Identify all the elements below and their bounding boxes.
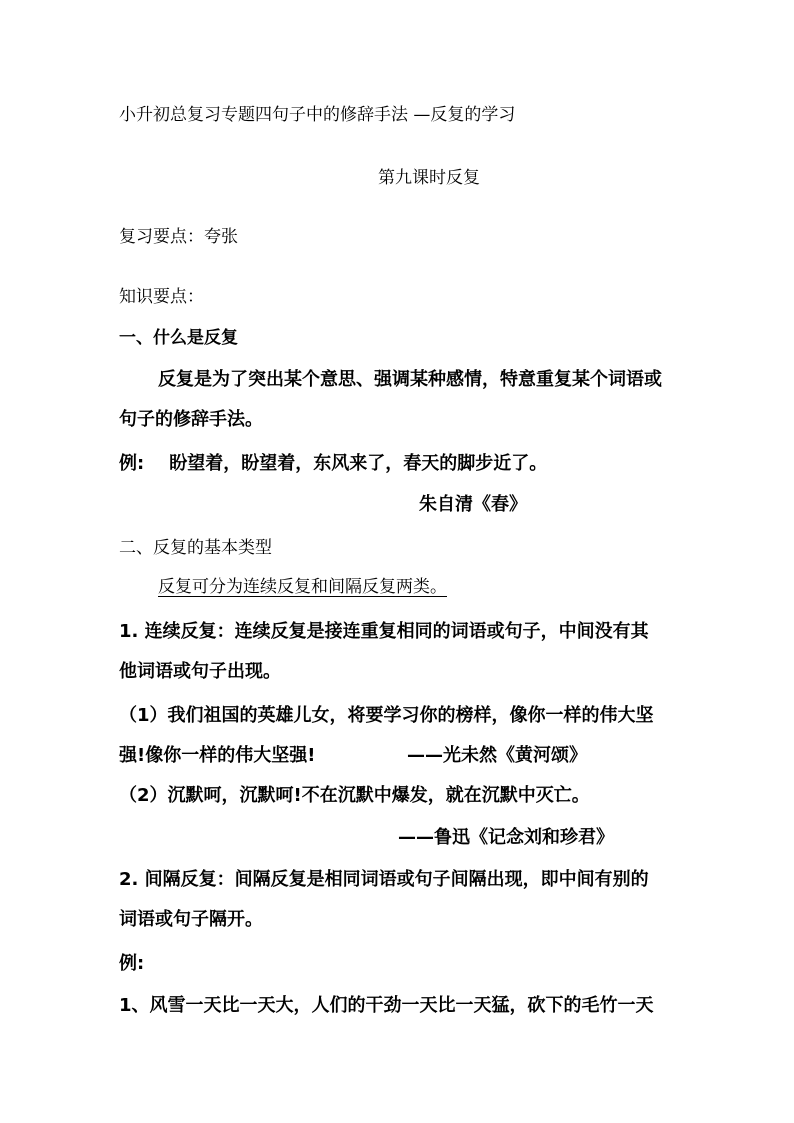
example1-line2: 强!像你一样的伟大坚强! [119, 745, 316, 766]
knowledge-points-label: 知识要点： [119, 287, 204, 307]
example2-source: ——鲁迅《记念刘和珍君》 [398, 827, 614, 848]
continuous-repetition-line1: 1. 连续反复：连续反复是接连重复相同的词语或句子，中间没有其 [119, 621, 649, 642]
review-points: 复习要点：夸张 [119, 227, 238, 247]
example2-line: （2）沉默呵，沉默呵!不在沉默中爆发，就在沉默中灭亡。 [119, 785, 590, 806]
lesson-title: 第九课时反复 [378, 168, 480, 188]
interval-example1-line: 1、风雪一天比一天大，人们的干劲一天比一天猛，砍下的毛竹一天 [119, 995, 654, 1016]
continuous-repetition-line2: 他词语或句子出现。 [119, 661, 281, 682]
section1-definition-line1: 反复是为了突出某个意思、强调某种感情，特意重复某个词语或 [158, 369, 662, 390]
interval-repetition-line2: 词语或句子隔开。 [119, 909, 263, 930]
document-title: 小升初总复习专题四句子中的修辞手法 —反复的学习 [119, 105, 516, 125]
interval-repetition-line1: 2. 间隔反复：间隔反复是相同词语或句子间隔出现，即中间有别的 [119, 869, 649, 890]
section1-heading: 一、什么是反复 [119, 328, 238, 348]
section2-intro: 反复可分为连续反复和间隔反复两类。 [158, 577, 447, 597]
example-label: 例: [119, 953, 145, 974]
section1-example-source: 朱自清《春》 [419, 494, 527, 515]
example1-line1: （1）我们祖国的英雄儿女，将要学习你的榜样，像你一样的伟大坚 [119, 705, 654, 726]
section1-example: 例: 盼望着，盼望着，东风来了，春天的脚步近了。 [119, 453, 548, 474]
example1-source: ——光未然《黄河颂》 [407, 745, 587, 766]
section2-heading: 二、反复的基本类型 [119, 538, 272, 558]
section1-definition-line2: 句子的修辞手法。 [119, 409, 263, 430]
